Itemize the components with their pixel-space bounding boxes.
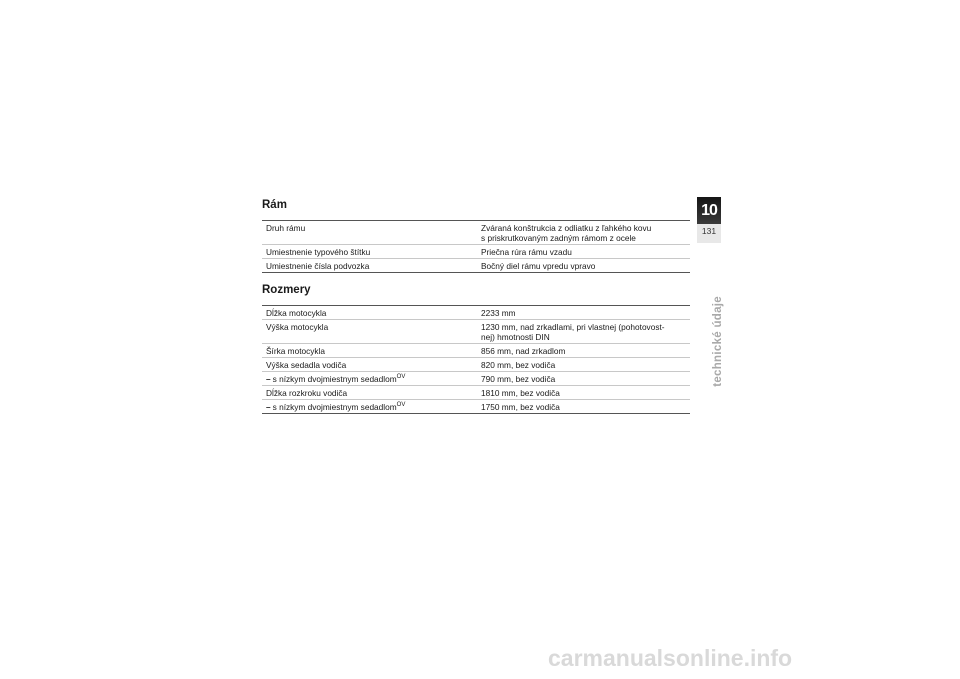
frame-spec-row	[262, 259, 690, 273]
option-superscript: OV	[396, 373, 406, 380]
spec-label-cell	[262, 259, 477, 273]
page-number: 131	[701, 226, 717, 236]
spec-label: Výška motocykla	[266, 321, 329, 332]
sub-item-dash: –	[266, 373, 271, 384]
spec-value-line: s priskrutkovaným zadným rámom z ocele	[481, 232, 636, 243]
sub-item-dash: –	[266, 401, 271, 412]
dimension-spec-row	[262, 306, 690, 320]
spec-value-cell	[477, 306, 690, 320]
manual-content	[262, 198, 690, 414]
spec-value-line: 820 mm, bez vodiča	[481, 359, 556, 370]
spec-value-line: 1810 mm, bez vodiča	[481, 387, 560, 398]
spec-label-cell	[262, 386, 477, 400]
spec-value-line: 2233 mm	[481, 307, 516, 318]
spec-value-cell	[477, 372, 690, 386]
spec-label: Druh rámu	[266, 222, 306, 233]
frame-spec-row	[262, 221, 690, 245]
spec-value-cell	[477, 245, 690, 259]
spec-label: Výška sedadla vodiča	[266, 359, 347, 370]
spec-label: Umiestnenie čísla podvozka	[266, 260, 370, 271]
watermark: carmanualsonline.info	[548, 645, 793, 671]
spec-value-cell	[477, 358, 690, 372]
spec-label: Dĺžka rozkroku vodiča	[266, 387, 348, 398]
spec-label-cell	[262, 344, 477, 358]
section-title-frame: Rám	[262, 199, 287, 211]
frame-spec-row	[262, 245, 690, 259]
spec-value-line: Bočný diel rámu vpredu vpravo	[481, 260, 596, 271]
spec-value-line: nej) hmotnosti DIN	[481, 331, 550, 342]
spec-label-cell	[262, 400, 477, 414]
dimension-spec-row	[262, 400, 690, 414]
chapter-side-label: technické údaje	[712, 296, 724, 387]
spec-label-cell	[262, 372, 477, 386]
spec-value-line: 1750 mm, bez vodiča	[481, 401, 560, 412]
spec-value-cell	[477, 386, 690, 400]
dimensions-spec-table	[262, 305, 690, 414]
dimension-spec-row	[262, 344, 690, 358]
spec-label-cell	[262, 245, 477, 259]
option-superscript: OV	[396, 401, 406, 408]
spec-value-line: 790 mm, bez vodiča	[481, 373, 556, 384]
spec-label-cell	[262, 306, 477, 320]
spec-value-line: Zváraná konštrukcia z odliatku z ľahkého kovu	[481, 222, 652, 233]
spec-value-cell	[477, 259, 690, 273]
spec-label: s nízkym dvojmiestnym sedadlom	[272, 373, 397, 384]
spec-label-cell	[262, 221, 477, 245]
spec-label: Umiestnenie typového štítku	[266, 246, 371, 257]
spec-label: Šírka motocykla	[266, 345, 326, 356]
dimension-spec-row	[262, 320, 690, 344]
spec-value-line: Priečna rúra rámu vzadu	[481, 246, 572, 257]
section-title-dimensions: Rozmery	[262, 284, 311, 296]
frame-spec-table	[262, 220, 690, 273]
dimension-spec-row	[262, 386, 690, 400]
spec-value-cell	[477, 400, 690, 414]
spec-value-line: 856 mm, nad zrkadlom	[481, 345, 566, 356]
chapter-number: 10	[697, 197, 721, 224]
dimension-spec-row	[262, 372, 690, 386]
spec-value-cell	[477, 320, 690, 344]
spec-label: s nízkym dvojmiestnym sedadlom	[272, 401, 397, 412]
spec-label-cell	[262, 358, 477, 372]
spec-value-cell	[477, 221, 690, 245]
spec-value-cell	[477, 344, 690, 358]
spec-label-cell	[262, 320, 477, 344]
dimension-spec-row	[262, 358, 690, 372]
spec-value-line: 1230 mm, nad zrkadlami, pri vlastnej (pohotovost-	[481, 321, 665, 332]
spec-label: Dĺžka motocykla	[266, 307, 327, 318]
